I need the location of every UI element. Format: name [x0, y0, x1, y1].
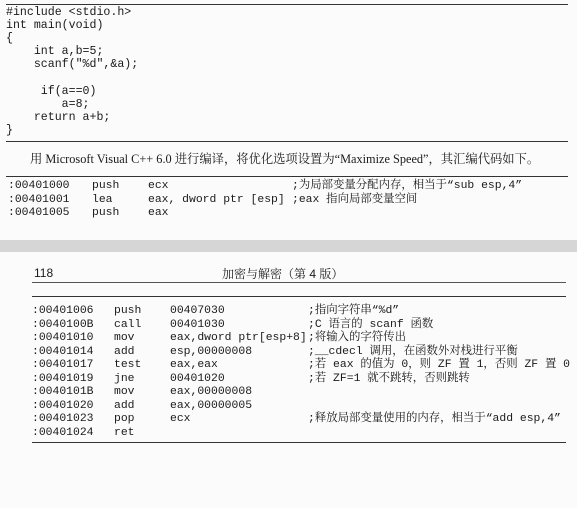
asm-operands: ecx — [148, 180, 169, 192]
asm-comment: ;C 语言的 scanf 函数 — [308, 318, 434, 331]
asm-operands: eax,00000005 — [170, 399, 253, 412]
page-break-band — [0, 240, 577, 252]
asm-row — [32, 373, 572, 387]
asm-row — [32, 413, 572, 427]
asm-operands: esp,00000008 — [170, 345, 253, 358]
asm-operands: 00401030 — [170, 318, 225, 331]
asm-address: :00401001 — [8, 193, 70, 206]
asm-opcode: push — [114, 305, 142, 317]
asm-bottom-top-rule — [32, 296, 566, 297]
asm-operands: ecx — [170, 413, 191, 425]
asm-opcode: ret — [114, 426, 135, 439]
code-bottom-rule — [6, 141, 568, 142]
asm-opcode: jne — [114, 372, 135, 385]
asm-row — [32, 319, 572, 333]
asm-operands: eax,eax — [170, 359, 218, 371]
asm-opcode: mov — [114, 386, 135, 398]
code-line: a=8; — [6, 97, 90, 111]
asm-comment: ;释放局部变量使用的内存，相当于“add esp,4” — [308, 413, 561, 425]
caption-text: 用 Microsoft Visual C++ 6.0 进行编译，将优化选项设置为“Maximize Speed”，其汇编代码如下。 — [30, 152, 540, 166]
asm-row — [32, 332, 572, 346]
asm-address: :00401020 — [32, 399, 94, 412]
c-source-code — [6, 6, 566, 137]
asm-row — [32, 427, 572, 441]
code-line: int a,b=5; — [6, 45, 104, 59]
code-line — [6, 71, 566, 84]
header-rule — [32, 282, 566, 283]
asm-row — [8, 194, 573, 208]
asm-operands: 00407030 — [170, 305, 225, 317]
code-line: scanf("%d",&a); — [6, 58, 139, 72]
asm-opcode: push — [92, 207, 120, 219]
asm-opcode: add — [114, 399, 135, 412]
code-line: } — [6, 123, 13, 137]
asm-row — [8, 207, 573, 221]
asm-address: :00401005 — [8, 207, 70, 219]
asm-address: :00401010 — [32, 332, 94, 344]
asm-listing-bottom — [32, 305, 572, 440]
top-rule — [6, 4, 568, 5]
asm-address: :00401024 — [32, 426, 94, 439]
asm-address: :0040101B — [32, 386, 94, 398]
asm-address: :00401006 — [32, 305, 94, 317]
asm-opcode: call — [114, 318, 142, 331]
asm-operands: 00401020 — [170, 372, 225, 385]
code-line: return a+b; — [6, 110, 111, 124]
asm-row — [32, 386, 572, 400]
code-line: if(a==0) — [6, 84, 97, 98]
page-number: 118 — [34, 266, 54, 280]
code-line: #include <stdio.h> — [6, 6, 132, 19]
asm-comment: ;若 ZF=1 就不跳转，否则跳转 — [308, 372, 470, 385]
asm-comment: ;eax 指向局部变量空间 — [292, 193, 418, 206]
asm-comment: ;将输入的字符传出 — [308, 332, 406, 344]
asm-comment: ;__cdecl 调用，在函数外对栈进行平衡 — [308, 345, 518, 358]
asm-row — [8, 180, 573, 194]
asm-opcode: lea — [92, 193, 113, 206]
asm-opcode: test — [114, 359, 142, 371]
asm-row — [32, 346, 572, 360]
asm-operands: eax, dword ptr [esp] — [148, 193, 285, 206]
asm-row — [32, 400, 572, 414]
code-line: int main(void) — [6, 19, 104, 33]
asm-address: :00401014 — [32, 345, 94, 358]
asm-operands: eax — [148, 207, 169, 219]
asm-opcode: push — [92, 180, 120, 192]
asm-comment: ;为局部变量分配内存，相当于“sub esp,4” — [292, 180, 523, 192]
asm-operands: eax,00000008 — [170, 386, 253, 398]
asm-address: :00401023 — [32, 413, 94, 425]
asm-opcode: pop — [114, 413, 135, 425]
asm-comment: ;指向字符串“%d” — [308, 305, 400, 317]
asm-listing-top — [8, 180, 573, 221]
asm-bottom-rule — [32, 442, 566, 443]
asm-address: :00401019 — [32, 372, 94, 385]
asm-address: :0040100B — [32, 318, 94, 331]
code-line: { — [6, 32, 13, 46]
asm-top-rule — [6, 176, 568, 177]
asm-address: :00401000 — [8, 180, 70, 192]
asm-operands: eax,dword ptr[esp+8] — [170, 332, 307, 344]
asm-opcode: add — [114, 345, 135, 358]
book-title: 加密与解密（第 4 版） — [222, 267, 344, 281]
asm-address: :00401017 — [32, 359, 94, 371]
asm-row — [32, 359, 572, 373]
asm-row — [32, 305, 572, 319]
asm-comment: ;若 eax 的值为 0，则 ZF 置 1，否则 ZF 置 0 — [308, 359, 571, 371]
asm-opcode: mov — [114, 332, 135, 344]
